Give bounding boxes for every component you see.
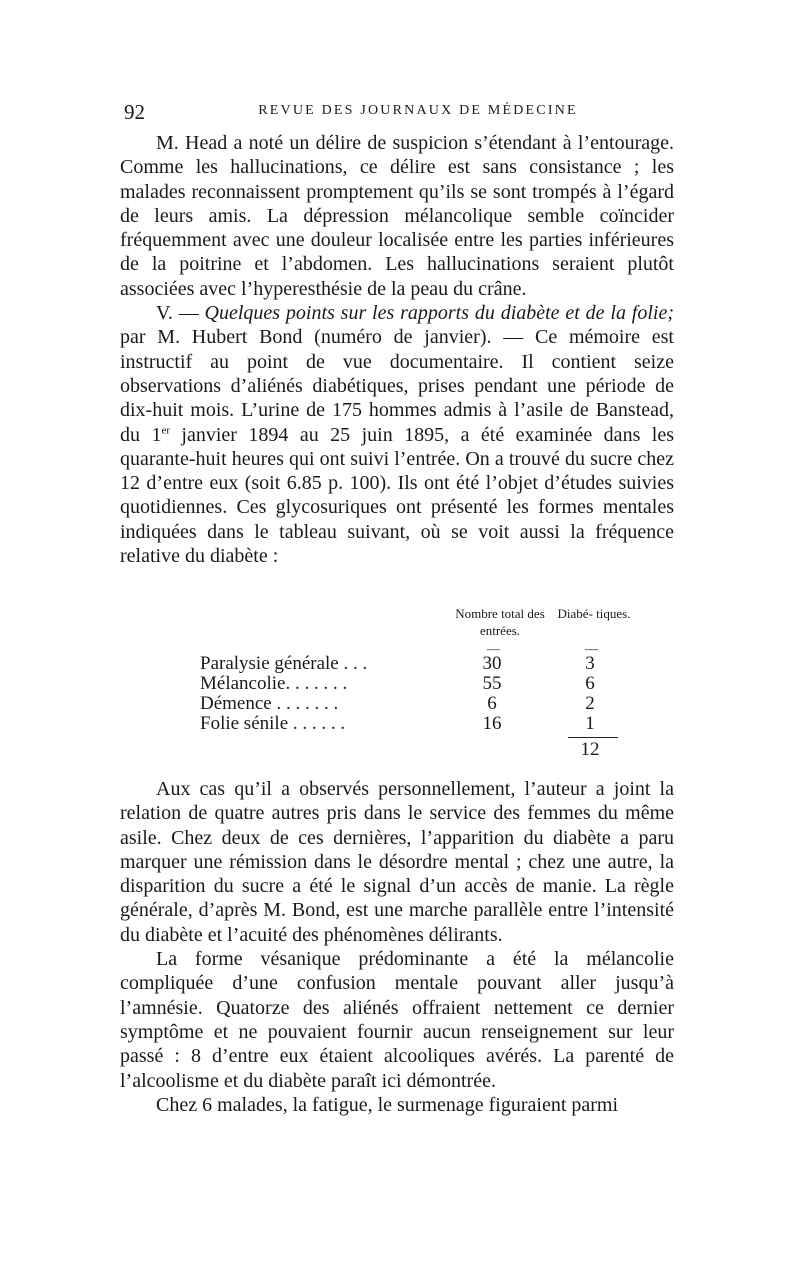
text-block-bottom bbox=[120, 777, 674, 1117]
article-intro: par M. Hubert Bond (numéro de janvier). — Ce mémoire est instructif au point de vue documentaire. Il contient seize observations d’aliénés diabétiques, prises pendant une période de dix-huit mois. L’urine de 175 hommes admis à l’asile de Banstead, du 1 bbox=[120, 326, 674, 446]
row-label: Folie sénile . . . . . . bbox=[200, 713, 346, 734]
running-title: REVUE DES JOURNAUX DE MÉDECINE bbox=[258, 103, 578, 118]
row-diabetics: 6 bbox=[585, 673, 595, 694]
sum-rule bbox=[568, 737, 618, 738]
header-dash: — bbox=[585, 641, 598, 656]
row-diabetics: 2 bbox=[585, 693, 595, 714]
article-body: janvier 1894 au 25 juin 1895, a été examinée dans les quarante-huit heures qui ont suivi l’entrée. On a trouvé du sucre chez 12 d’entre eux (soit 6.85 p. 100). Ils ont été l’objet d’études suivies quotidiennes. Ces glycosuriques ont présenté les formes mentales indiquées dans le tableau suivant, où se voit aussi la fréquence relative du diabète : bbox=[120, 423, 674, 568]
row-diabetics: 3 bbox=[585, 653, 595, 674]
row-total: 16 bbox=[482, 713, 502, 734]
paragraph-bond bbox=[120, 301, 674, 568]
table-row bbox=[200, 713, 640, 733]
table-row bbox=[200, 693, 640, 713]
header-diabetics: Diabé- tiques. bbox=[557, 606, 631, 621]
row-label: Mélancolie. . . . . . . bbox=[200, 673, 348, 694]
row-total: 6 bbox=[487, 693, 497, 714]
row-diabetics: 1 bbox=[585, 713, 595, 734]
header-total-admissions: Nombre total des entrées. bbox=[455, 606, 545, 638]
superscript-er: er bbox=[161, 423, 170, 436]
table-sum: 12 bbox=[580, 739, 600, 760]
section-number: V. — bbox=[156, 302, 205, 325]
row-total: 55 bbox=[482, 673, 502, 694]
table-row bbox=[200, 673, 640, 693]
row-label: Paralysie générale . . . bbox=[200, 653, 368, 674]
table-row bbox=[200, 653, 640, 673]
page-header bbox=[124, 100, 672, 124]
statistics-table bbox=[200, 605, 640, 765]
paragraph-cases: Aux cas qu’il a observés personnellement, l’auteur a joint la relation de quatre autres pris dans le service des femmes du même asile. Chez deux de ces dernières, l’apparition du diabète a paru marquer une rémission dans le désordre mental ; chez une autre, la disparition du sucre a été le signal d’un accès de manie. La règle générale, d’après M. Bond, est une marche parallèle entre l’intensité du diabète et l’acuité des phénomènes délirants. bbox=[120, 778, 674, 946]
paragraph-fatigue: Chez 6 malades, la fatigue, le surmenage figuraient parmi bbox=[156, 1093, 619, 1116]
paragraph-head: M. Head a noté un délire de suspicion s’étendant à l’entourage. Comme les hallucinations, ce délire est sans consistance ; les malades reconnaissent promptement qu’ils se sont trompés à l’égard de leurs amis. La dépression mélancolique semble coïncider fréquemment avec une douleur localisée entre les parties inférieures de la poitrine et l’abdomen. Les hallucinations seraient plutôt associées avec l’hyperesthésie de la peau du crâne. bbox=[120, 132, 674, 300]
header-dash: — bbox=[487, 641, 500, 656]
row-label: Démence . . . . . . . bbox=[200, 693, 339, 714]
page-number: 92 bbox=[124, 100, 145, 124]
article-title: Quelques points sur les rapports du diabète et de la folie; bbox=[204, 302, 674, 325]
paragraph-melancholy: La forme vésanique prédominante a été la mélancolie compliquée d’une confusion mentale pouvant aller jusqu’à l’amnésie. Quatorze des aliénés offraient nettement ce dernier symptôme et ne pouvaient fournir aucun renseignement sur leur passé : 8 d’entre eux étaient alcooliques avérés. La parenté de l’alcoolisme et du diabète paraît ici démontrée. bbox=[120, 948, 674, 1092]
text-block-top bbox=[120, 131, 674, 568]
row-total: 30 bbox=[482, 653, 502, 674]
